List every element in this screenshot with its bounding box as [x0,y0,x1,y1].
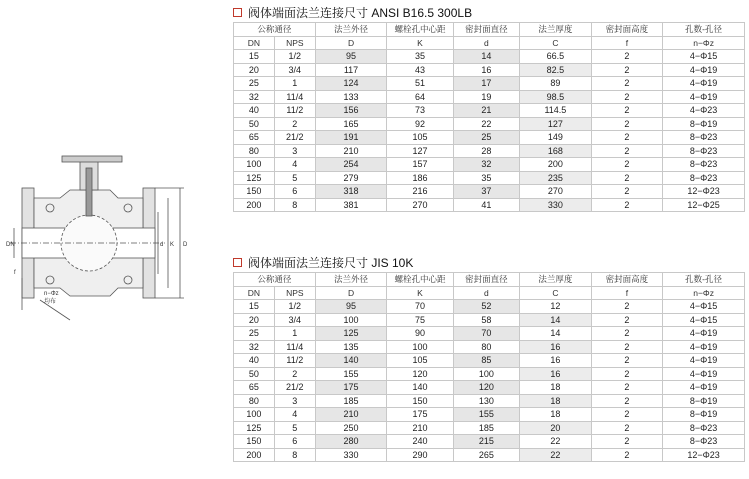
table-cell: 279 [315,171,387,185]
table-cell: 80 [234,144,275,158]
table-cell: 50 [234,367,275,381]
table-cell: 2 [591,354,663,368]
table-cell: 4−Φ15 [663,300,745,314]
table-cell: 18 [520,408,592,422]
table-cell: 11/2 [274,104,315,118]
table-cell: 92 [387,117,453,131]
table-row [234,448,745,462]
table-cell: 114.5 [520,104,592,118]
table-row [234,300,745,314]
table-cell: 5 [274,171,315,185]
table-cell: 185 [453,421,519,435]
table-cell: 82.5 [520,63,592,77]
subheader-cell: n−Φz [663,286,745,300]
table-cell: 2 [591,448,663,462]
table-cell: 2 [591,435,663,449]
table-cell: 140 [387,381,453,395]
subheader-cell: NPS [274,36,315,50]
table-cell: 21/2 [274,381,315,395]
dimension-table [233,22,745,212]
subheader-cell: D [315,36,387,50]
table-cell: 135 [315,340,387,354]
table-cell: 191 [315,131,387,145]
table-cell: 254 [315,158,387,172]
table-cell: 1/2 [274,50,315,64]
table-cell: 16 [520,340,592,354]
table-cell: 2 [591,408,663,422]
table-cell: 51 [387,77,453,91]
table-cell: 2 [591,327,663,341]
header-cell: 孔数-孔径 [663,273,745,287]
subheader-cell: D [315,286,387,300]
table-cell: 127 [387,144,453,158]
jis-flange-section [233,252,745,462]
table-cell: 89 [520,77,592,91]
table-cell: 130 [453,394,519,408]
table-cell: 149 [520,131,592,145]
table-cell: 381 [315,198,387,212]
header-cell: 密封面直径 [453,23,519,37]
label-f: f [14,270,16,276]
table-cell: 11/2 [274,354,315,368]
table-cell: 2 [591,144,663,158]
label-k: K [170,242,175,248]
table-row [234,354,745,368]
table-cell: 80 [234,394,275,408]
section-title [233,2,745,22]
table-cell: 186 [387,171,453,185]
table-cell: 58 [453,313,519,327]
table-cell: 175 [315,381,387,395]
table-cell: 105 [387,131,453,145]
table-cell: 100 [234,408,275,422]
subheader-cell: DN [234,36,275,50]
table-row [234,421,745,435]
table-cell: 150 [234,435,275,449]
table-row [234,50,745,64]
header-cell: 密封面直径 [453,273,519,287]
table-cell: 125 [315,327,387,341]
table-cell: 2 [591,313,663,327]
table-cell: 19 [453,90,519,104]
table-cell: 70 [387,300,453,314]
table-cell: 185 [315,394,387,408]
table-cell: 2 [591,367,663,381]
label-D: D [183,242,188,248]
table-cell: 280 [315,435,387,449]
label-n-phi: n−Φz [44,291,59,297]
table-cell: 2 [591,104,663,118]
table-cell: 1 [274,77,315,91]
subheader-cell: n−Φz [663,36,745,50]
table-cell: 4−Φ19 [663,340,745,354]
section-title-text: 阀体端面法兰连接尺寸 ANSI B16.5 300LB [248,5,473,20]
table-cell: 95 [315,50,387,64]
table-cell: 21/2 [274,131,315,145]
table-cell: 73 [387,104,453,118]
table-row [234,171,745,185]
table-cell: 35 [453,171,519,185]
table-cell: 8 [274,448,315,462]
table-cell: 4−Φ19 [663,354,745,368]
table-row [234,63,745,77]
table-cell: 216 [387,185,453,199]
table-cell: 14 [453,50,519,64]
table-cell: 235 [520,171,592,185]
table-cell: 200 [520,158,592,172]
ansi-flange-section [233,2,745,212]
table-cell: 22 [453,117,519,131]
table-cell: 16 [520,367,592,381]
table-cell: 12−Φ23 [663,448,745,462]
table-cell: 2 [591,198,663,212]
subheader-cell: K [387,36,453,50]
table-cell: 25 [234,77,275,91]
table-cell: 175 [387,408,453,422]
table-row [234,185,745,199]
table-row [234,408,745,422]
header-cell: 法兰厚度 [520,273,592,287]
table-cell: 270 [520,185,592,199]
table-row [234,394,745,408]
header-cell: 法兰厚度 [520,23,592,37]
table-cell: 64 [387,90,453,104]
table-cell: 2 [591,394,663,408]
table-cell: 2 [591,381,663,395]
header-cell: 公称通径 [234,23,316,37]
table-cell: 14 [520,313,592,327]
table-cell: 265 [453,448,519,462]
table-cell: 35 [387,50,453,64]
table-cell: 8−Φ23 [663,144,745,158]
table-cell: 1 [274,327,315,341]
label-even: 均布 [44,299,57,305]
table-cell: 4−Φ19 [663,77,745,91]
table-cell: 20 [234,313,275,327]
table-row [234,198,745,212]
subheader-cell: d [453,286,519,300]
subheader-cell: f [591,36,663,50]
table-cell: 70 [453,327,519,341]
table-cell: 15 [234,300,275,314]
table-cell: 168 [520,144,592,158]
table-cell: 4 [274,408,315,422]
table-cell: 50 [234,117,275,131]
table-cell: 66.5 [520,50,592,64]
table-cell: 16 [520,354,592,368]
table-cell: 2 [591,421,663,435]
table-cell: 125 [234,421,275,435]
subheader-cell: d [453,36,519,50]
table-cell: 8−Φ19 [663,394,745,408]
table-row [234,158,745,172]
table-cell: 155 [453,408,519,422]
table-cell: 117 [315,63,387,77]
table-cell: 100 [315,313,387,327]
table-cell: 1/2 [274,300,315,314]
section-title [233,252,745,272]
checkbox-square-icon [233,258,242,267]
table-cell: 20 [520,421,592,435]
table-row [234,327,745,341]
table-cell: 5 [274,421,315,435]
header-cell: 法兰外径 [315,23,387,37]
table-cell: 240 [387,435,453,449]
header-cell: 螺栓孔中心距 [387,273,453,287]
table-row [234,131,745,145]
subheader-cell: NPS [274,286,315,300]
table-cell: 133 [315,90,387,104]
table-cell: 65 [234,381,275,395]
table-cell: 100 [234,158,275,172]
table-cell: 210 [315,408,387,422]
table-cell: 3/4 [274,63,315,77]
table-cell: 3 [274,144,315,158]
table-cell: 157 [387,158,453,172]
table-cell: 37 [453,185,519,199]
table-cell: 100 [387,340,453,354]
table-cell: 215 [453,435,519,449]
table-cell: 14 [520,327,592,341]
table-cell: 4−Φ23 [663,104,745,118]
table-cell: 124 [315,77,387,91]
table-cell: 2 [591,300,663,314]
label-dn: DN [6,242,15,248]
table-cell: 25 [453,131,519,145]
table-cell: 140 [315,354,387,368]
table-cell: 90 [387,327,453,341]
table-cell: 290 [387,448,453,462]
subheader-cell: f [591,286,663,300]
table-row [234,104,745,118]
table-cell: 40 [234,354,275,368]
table-cell: 3 [274,394,315,408]
table-cell: 21 [453,104,519,118]
table-row [234,435,745,449]
table-cell: 2 [274,367,315,381]
table-cell: 52 [453,300,519,314]
header-cell: 孔数-孔径 [663,23,745,37]
table-cell: 16 [453,63,519,77]
table-cell: 32 [234,340,275,354]
table-cell: 4−Φ15 [663,313,745,327]
table-cell: 2 [591,340,663,354]
table-cell: 8 [274,198,315,212]
table-cell: 80 [453,340,519,354]
table-cell: 18 [520,394,592,408]
table-row [234,381,745,395]
table-cell: 17 [453,77,519,91]
table-row [234,144,745,158]
table-cell: 200 [234,198,275,212]
header-cell: 螺栓孔中心距 [387,23,453,37]
table-cell: 6 [274,185,315,199]
table-cell: 105 [387,354,453,368]
section-title-text: 阀体端面法兰连接尺寸 JIS 10K [248,255,414,270]
table-cell: 8−Φ19 [663,117,745,131]
table-cell: 210 [315,144,387,158]
table-cell: 250 [315,421,387,435]
table-cell: 65 [234,131,275,145]
header-cell: 公称通径 [234,273,316,287]
table-cell: 2 [591,131,663,145]
table-cell: 318 [315,185,387,199]
table-cell: 4−Φ19 [663,327,745,341]
table-cell: 2 [591,117,663,131]
table-cell: 98.5 [520,90,592,104]
table-cell: 100 [453,367,519,381]
table-cell: 2 [274,117,315,131]
table-cell: 11/4 [274,90,315,104]
table-cell: 25 [234,327,275,341]
table-cell: 8−Φ23 [663,435,745,449]
table-cell: 200 [234,448,275,462]
table-cell: 22 [520,435,592,449]
table-cell: 4−Φ15 [663,50,745,64]
table-cell: 12 [520,300,592,314]
table-cell: 8−Φ19 [663,408,745,422]
table-cell: 156 [315,104,387,118]
table-cell: 2 [591,90,663,104]
table-cell: 127 [520,117,592,131]
table-row [234,77,745,91]
dimension-table [233,272,745,462]
table-cell: 6 [274,435,315,449]
table-cell: 4−Φ19 [663,367,745,381]
table-cell: 155 [315,367,387,381]
table-cell: 28 [453,144,519,158]
table-cell: 2 [591,63,663,77]
table-cell: 120 [387,367,453,381]
header-cell: 法兰外径 [315,273,387,287]
table-cell: 8−Φ23 [663,171,745,185]
table-cell: 95 [315,300,387,314]
table-cell: 4−Φ19 [663,90,745,104]
table-cell: 8−Φ23 [663,421,745,435]
table-cell: 15 [234,50,275,64]
table-cell: 8−Φ23 [663,158,745,172]
table-row [234,117,745,131]
table-row [234,367,745,381]
table-cell: 270 [387,198,453,212]
table-cell: 4−Φ19 [663,381,745,395]
table-cell: 3/4 [274,313,315,327]
table-cell: 150 [387,394,453,408]
table-cell: 8−Φ23 [663,131,745,145]
table-cell: 330 [315,448,387,462]
valve-section-diagram [0,150,225,330]
table-cell: 18 [520,381,592,395]
table-cell: 210 [387,421,453,435]
table-cell: 40 [234,104,275,118]
subheader-cell: K [387,286,453,300]
table-row [234,90,745,104]
subheader-cell: C [520,36,592,50]
table-cell: 4 [274,158,315,172]
subheader-cell: C [520,286,592,300]
table-row [234,313,745,327]
table-cell: 2 [591,171,663,185]
checkbox-square-icon [233,8,242,17]
table-cell: 2 [591,185,663,199]
table-cell: 4−Φ19 [663,63,745,77]
table-cell: 330 [520,198,592,212]
table-cell: 22 [520,448,592,462]
table-cell: 2 [591,77,663,91]
table-cell: 120 [453,381,519,395]
table-cell: 2 [591,50,663,64]
table-cell: 41 [453,198,519,212]
table-row [234,340,745,354]
table-cell: 125 [234,171,275,185]
table-cell: 20 [234,63,275,77]
subheader-cell: DN [234,286,275,300]
table-cell: 150 [234,185,275,199]
table-cell: 12−Φ23 [663,185,745,199]
table-cell: 165 [315,117,387,131]
label-d: d [160,242,164,248]
table-cell: 85 [453,354,519,368]
table-cell: 11/4 [274,340,315,354]
header-cell: 密封面高度 [591,23,663,37]
table-cell: 43 [387,63,453,77]
table-cell: 12−Φ25 [663,198,745,212]
table-cell: 32 [453,158,519,172]
table-cell: 75 [387,313,453,327]
header-cell: 密封面高度 [591,273,663,287]
table-cell: 2 [591,158,663,172]
table-cell: 32 [234,90,275,104]
